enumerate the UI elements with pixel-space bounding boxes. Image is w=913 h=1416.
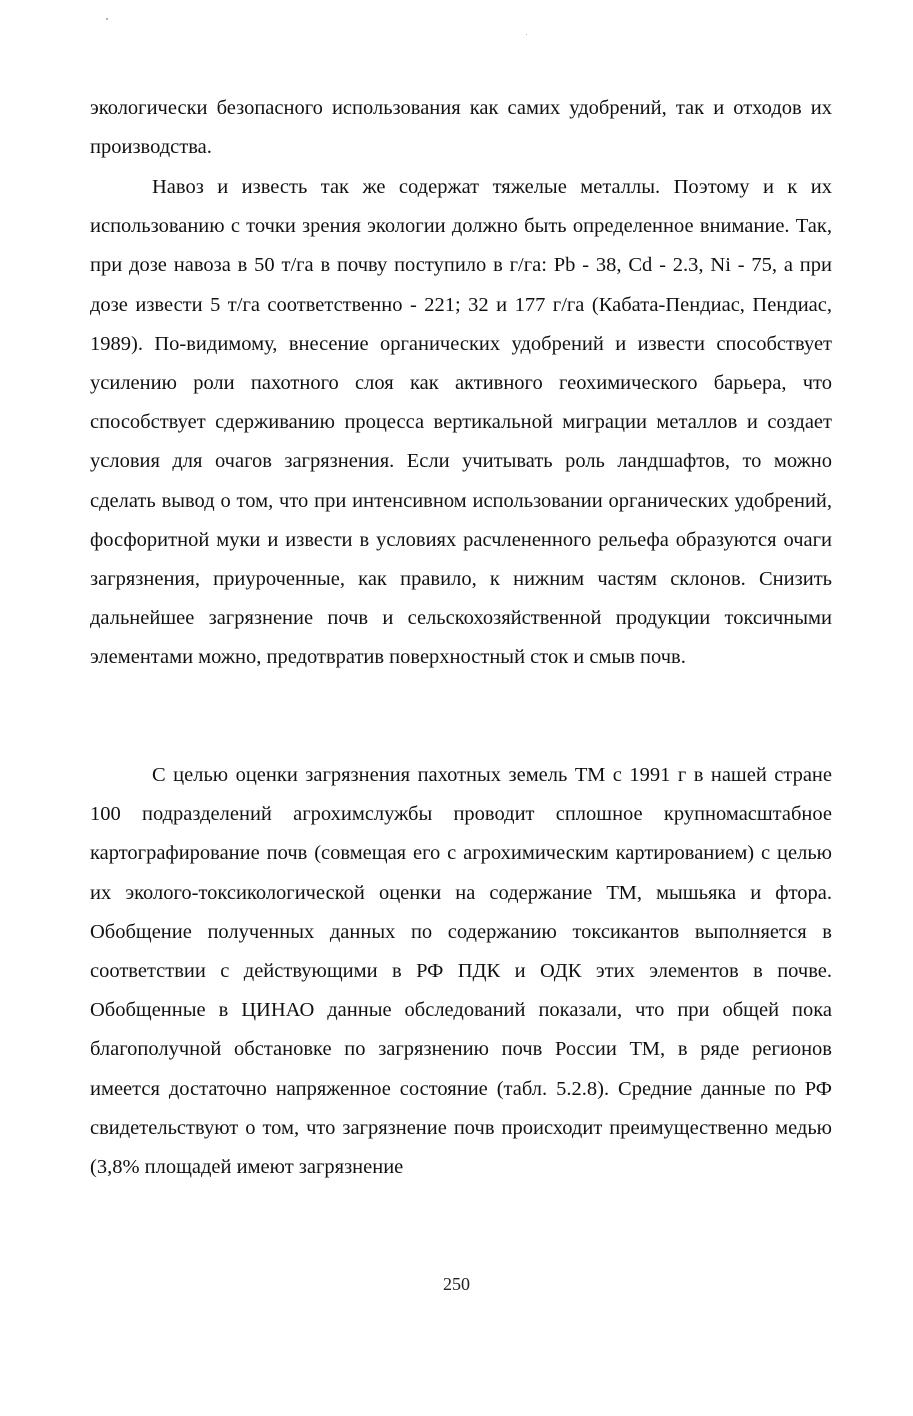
page-number: 250 (443, 1274, 470, 1294)
paragraph-text: С целью оценки загрязнения пахотных земель ТМ с 1991 г в нашей стране 100 подразделений агрохимслужбы проводит сплошное крупномасштабное картографирование почв (совмещая его с агрохимическим картированием) с целью их эколого-токсикологической оценки на содержание ТМ, мышьяка и фтора. Обобщение полученных данных по содержанию токсикантов выполняется в соответствии с действующими в РФ ПДК и ОДК этих элементов в почве. Обобщенные в ЦИНАО данные обследований показали, что при общей пока благополучной обстановке по загрязнению почв России ТМ, в ряде регионов имеется достаточно напряженное состояние (табл. 5.2.8). Средние данные по РФ свидетельствуют о том, что загрязнение почв происходит преимущественно медью (3,8% площадей имеют загрязнение (90, 764, 832, 1179)
scan-speck (106, 18, 108, 20)
paragraph-manure-lime (90, 168, 832, 678)
paragraph-text: экологически безопасного использования как самих удобрений, так и отходов их производства. (90, 97, 832, 159)
paragraph-text: Навоз и известь так же содержат тяжелые металлы. Поэтому и к их использованию с точки зрения экологии должно быть определенное внимание. Так, при дозе навоза в 50 т/га в почву поступило в г/га: Pb - 38, Cd - 2.3, Ni - 75, а при дозе извести 5 т/га соответственно - 221; 32 и 177 г/га (Кабата-Пендиас, Пендиас, 1989). По-видимому, внесение органических удобрений и извести способствует усилению роли пахотного слоя как активного геохимического барьера, что способствует сдерживанию процесса вертикальной миграции металлов и создает условия для очагов загрязнения. Если учитывать роль ландшафтов, то можно сделать вывод о том, что при интенсивном использовании органических удобрений, фосфоритной муки и извести в условиях расчлененного рельефа образуются очаги загрязнения, приуроченные, как правило, к нижним частям склонов. Снизить дальнейшее загрязнение почв и сельскохозяйственной продукции токсичными элементами можно, предотвратив поверхностный сток и смыв почв. (90, 176, 832, 669)
paragraph-continuation (90, 89, 832, 167)
paragraph-soil-survey (90, 756, 832, 1187)
scan-speck (526, 34, 527, 35)
